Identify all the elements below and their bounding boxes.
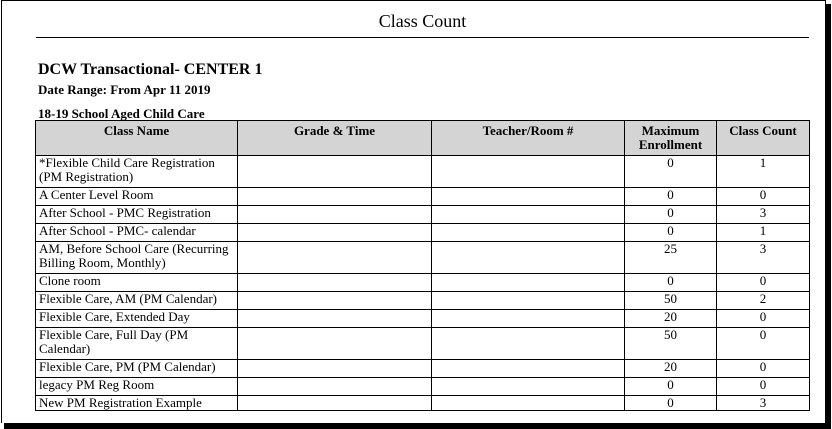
table-row [36,156,810,188]
class-name-cell: After School - PMC Registration [36,206,238,224]
class-name-cell: New PM Registration Example [36,396,238,411]
class-name-cell: *Flexible Child Care Registration (PM Registration) [36,156,238,188]
grade-time-cell [238,224,432,242]
max-enrollment-cell: 0 [625,378,717,396]
class-name-cell: After School - PMC- calendar [36,224,238,242]
teacher-room-cell [432,396,625,411]
teacher-room-cell [432,188,625,206]
teacher-room-cell [432,328,625,360]
teacher-room-cell [432,156,625,188]
column-header-grade-time: Grade & Time [238,121,432,156]
max-enrollment-cell: 20 [625,360,717,378]
column-header-class-name: Class Name [36,121,238,156]
teacher-room-cell [432,242,625,274]
class-count-cell: 0 [717,328,810,360]
class-count-cell: 1 [717,156,810,188]
max-enrollment-cell: 0 [625,274,717,292]
max-enrollment-cell: 0 [625,206,717,224]
grade-time-cell [238,396,432,411]
report-page [1,0,826,423]
max-enrollment-cell: 50 [625,292,717,310]
table-row [36,378,810,396]
class-count-cell: 0 [717,310,810,328]
class-count-cell: 3 [717,396,810,411]
max-enrollment-cell: 0 [625,156,717,188]
grade-time-cell [238,378,432,396]
teacher-room-cell [432,310,625,328]
center-name: DCW Transactional- CENTER 1 [38,61,263,78]
teacher-room-cell [432,274,625,292]
grade-time-cell [238,156,432,188]
grade-time-cell [238,292,432,310]
column-header-teacher-room: Teacher/Room # [432,121,625,156]
table-row [36,242,810,274]
grade-time-cell [238,328,432,360]
class-count-cell: 0 [717,378,810,396]
column-header-class-count: Class Count [717,121,810,156]
grade-time-cell [238,242,432,274]
class-name-cell: A Center Level Room [36,188,238,206]
max-enrollment-cell: 0 [625,396,717,411]
class-count-table [35,120,810,411]
table-header-row [36,121,810,156]
class-name-cell: Flexible Care, AM (PM Calendar) [36,292,238,310]
class-count-cell: 0 [717,188,810,206]
table-row [36,328,810,360]
class-count-cell: 0 [717,274,810,292]
frame-shadow-bottom [4,422,831,429]
class-count-cell: 1 [717,224,810,242]
grade-time-cell [238,360,432,378]
teacher-room-cell [432,292,625,310]
table-row [36,206,810,224]
max-enrollment-cell: 50 [625,328,717,360]
class-name-cell: Flexible Care, Extended Day [36,310,238,328]
grade-time-cell [238,310,432,328]
max-enrollment-cell: 20 [625,310,717,328]
table-row [36,292,810,310]
table-row [36,188,810,206]
class-name-cell: AM, Before School Care (Recurring Billing Room, Monthly) [36,242,238,274]
column-header-max-enrollment: Maximum Enrollment [625,121,717,156]
teacher-room-cell [432,378,625,396]
table-row [36,396,810,411]
grade-time-cell [238,274,432,292]
table-body [36,156,810,411]
max-enrollment-cell: 25 [625,242,717,274]
class-name-cell: Flexible Care, Full Day (PM Calendar) [36,328,238,360]
class-count-cell: 0 [717,360,810,378]
table-row [36,360,810,378]
class-count-cell: 3 [717,242,810,274]
teacher-room-cell [432,360,625,378]
max-enrollment-cell: 0 [625,224,717,242]
program-title: 18-19 School Aged Child Care [38,106,205,121]
teacher-room-cell [432,206,625,224]
table-row [36,224,810,242]
class-name-cell: legacy PM Reg Room [36,378,238,396]
report-title: Class Count [378,11,467,31]
grade-time-cell [238,188,432,206]
class-name-cell: Clone room [36,274,238,292]
class-name-cell: Flexible Care, PM (PM Calendar) [36,360,238,378]
teacher-room-cell [432,224,625,242]
max-enrollment-cell: 0 [625,188,717,206]
date-range: Date Range: From Apr 11 2019 [38,82,211,97]
title-divider [36,37,809,38]
grade-time-cell [238,206,432,224]
class-count-cell: 2 [717,292,810,310]
class-count-cell: 3 [717,206,810,224]
table-row [36,274,810,292]
table-row [36,310,810,328]
